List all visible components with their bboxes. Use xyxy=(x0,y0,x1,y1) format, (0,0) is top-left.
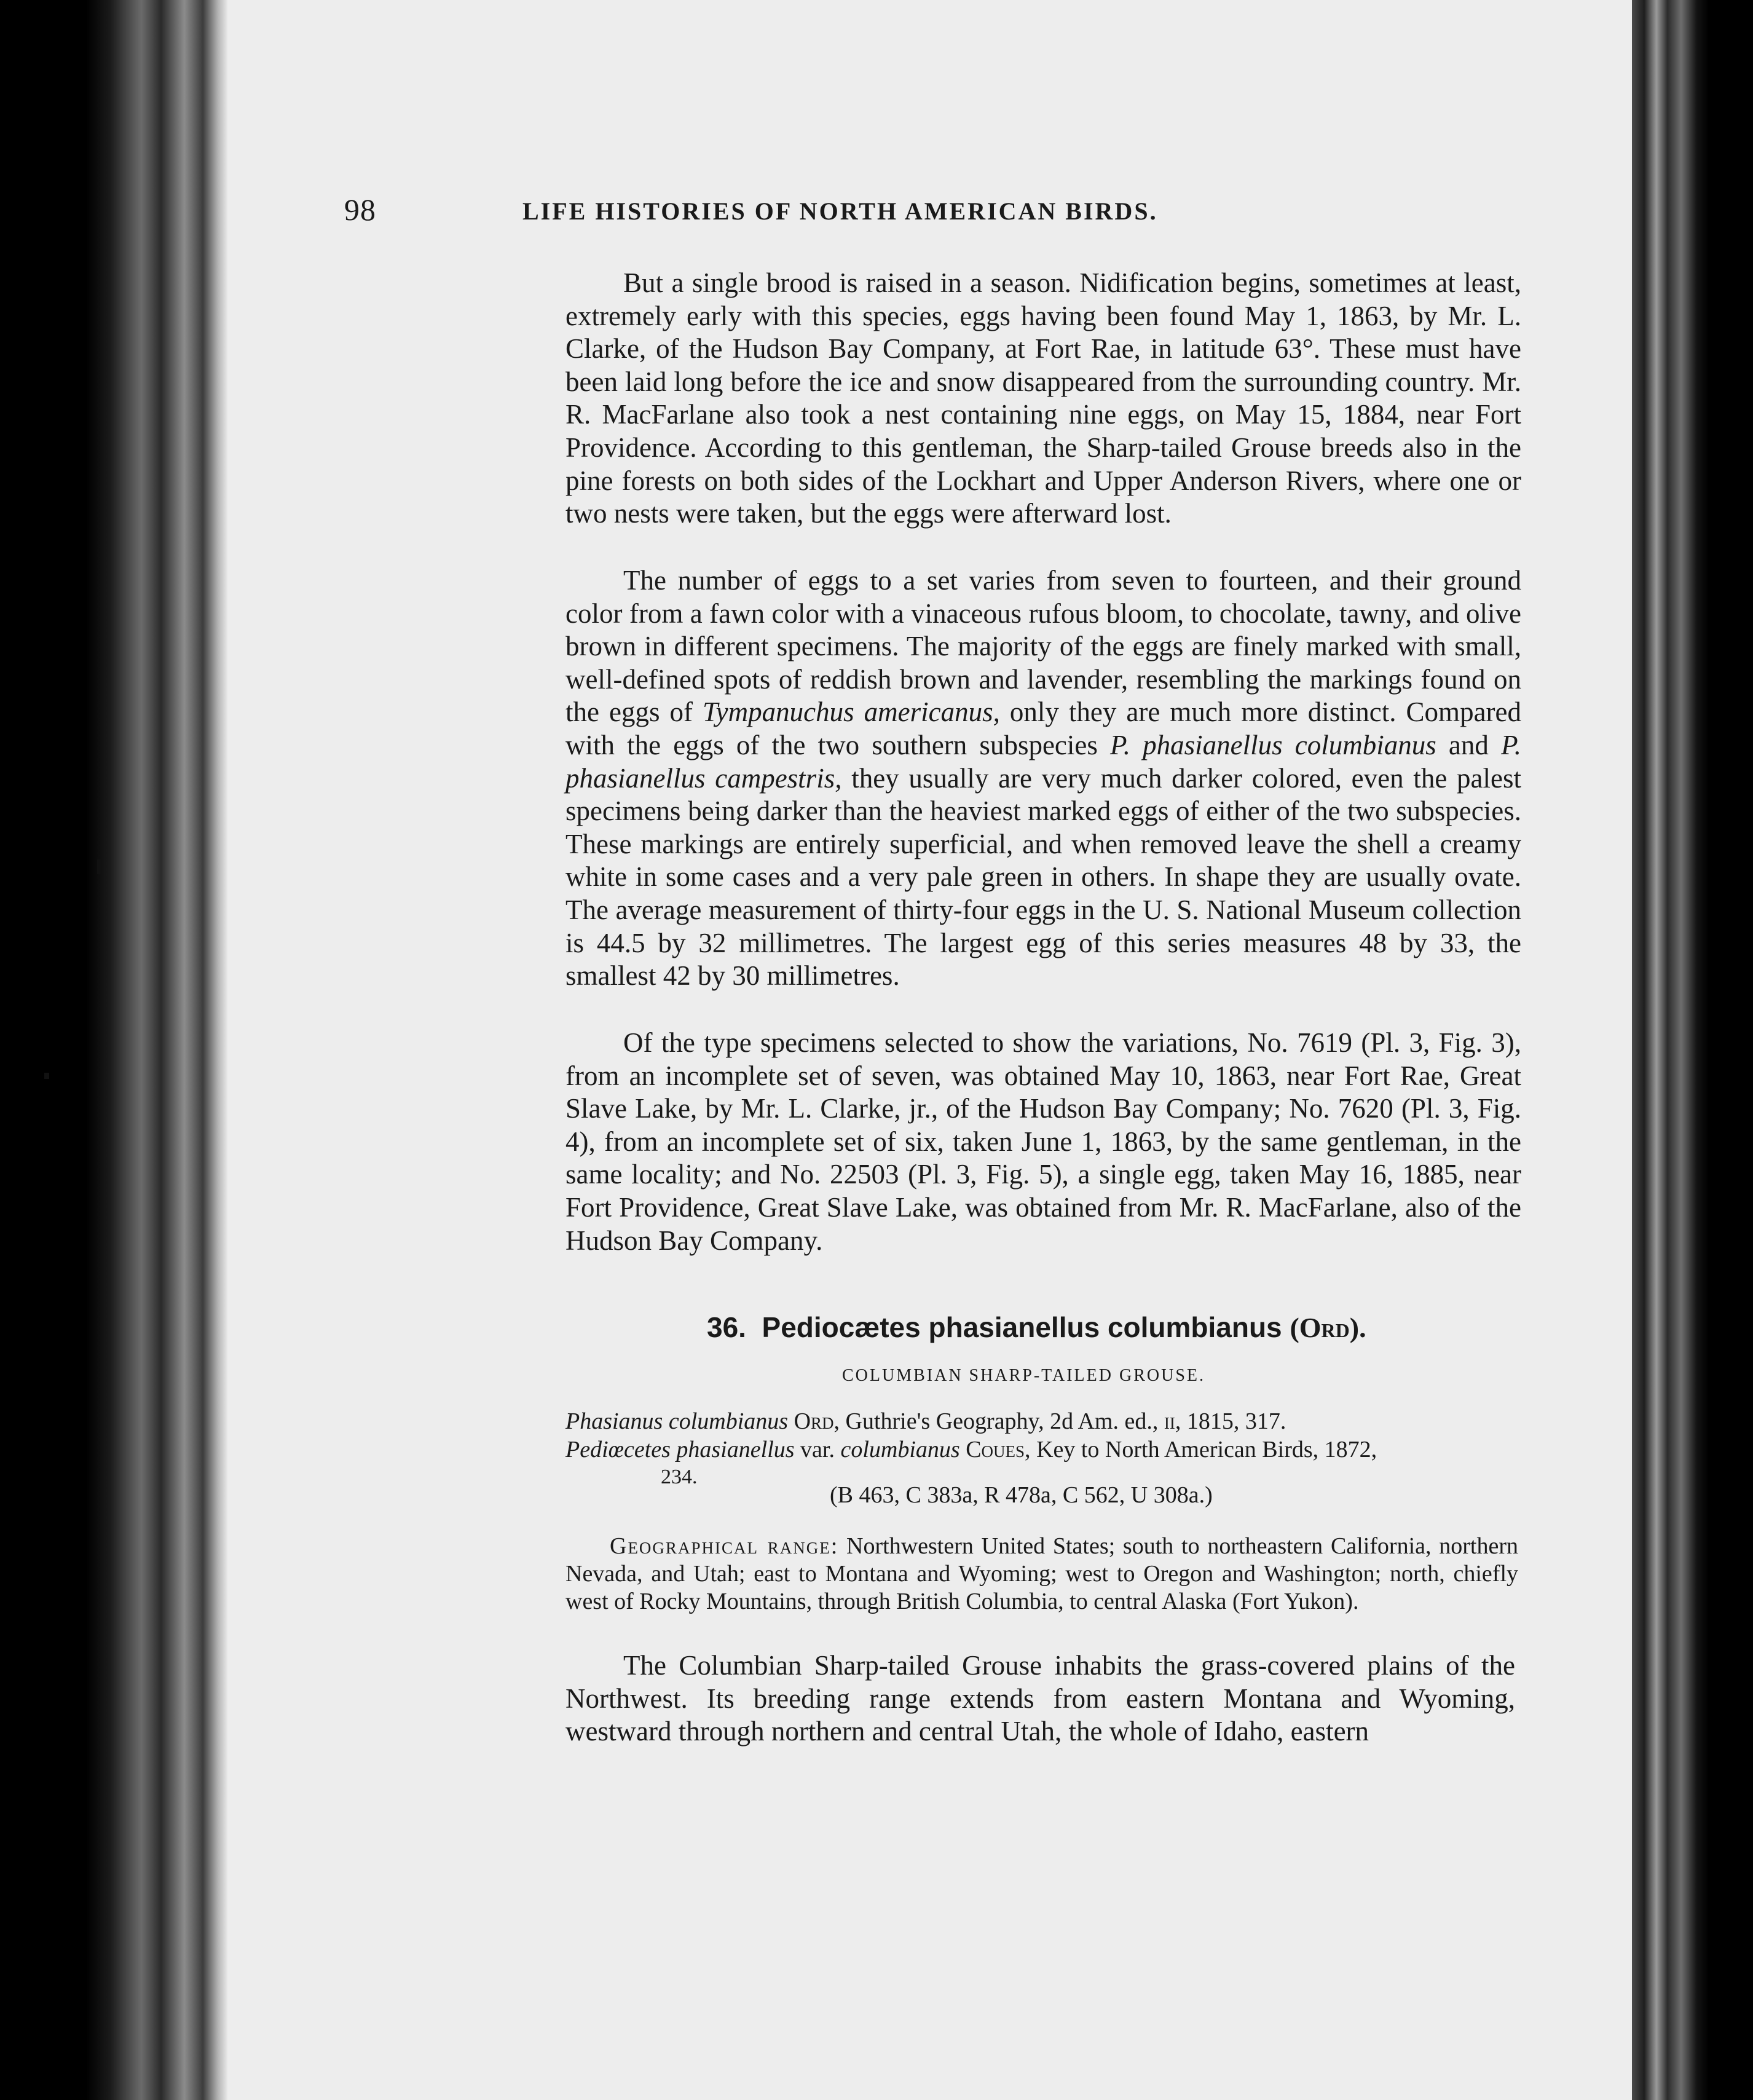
paragraph-egg-description xyxy=(565,564,1521,993)
synonymy-page: 234. xyxy=(661,1466,698,1488)
synonym-name: Phasianus columbianus xyxy=(565,1408,789,1434)
margin-mark xyxy=(97,859,101,874)
species-number: 36. xyxy=(707,1311,746,1343)
geographical-range xyxy=(565,1533,1518,1616)
synonym-volume: ii xyxy=(1164,1408,1175,1434)
text-run: only they are much more distinct. Compared with the eggs of the two southern subspecies xyxy=(565,697,1521,760)
running-head xyxy=(344,192,1512,247)
synonym-name: columbianus xyxy=(840,1437,960,1462)
species-authority: (Ord). xyxy=(1290,1312,1366,1343)
species-heading xyxy=(707,1311,1444,1344)
paragraph-type-specimens: Of the type specimens selected to show the variations, No. 7619 (Pl. 3, Fig. 3), from an incomplete set of seven, was obtained May 10, 1863, near Fort Rae, Great Slave Lake, by Mr. L. Clarke, jr., of the Hudson Bay Company; No. 7620 (Pl. 3, Fig. 4), from an incomplete set of six, taken June 1, 1863, by the same gentleman, in the same locality; and No. 22503 (Pl. 3, Fig. 5), a single egg, taken May 16, 1885, near Fort Providence, Great Slave Lake, was obtained from Mr. R. MacFarlane, also of the Hudson Bay Company. xyxy=(565,1027,1521,1256)
catalogue-codes: (B 463, C 383a, R 478a, C 562, U 308a.) xyxy=(830,1482,1213,1508)
species-name: Pediocætes phasianellus columbianus xyxy=(762,1311,1282,1343)
common-name: COLUMBIAN SHARP-TAILED GROUSE. xyxy=(842,1366,1205,1385)
page-number: 98 xyxy=(344,192,376,227)
synonym-reference: Guthrie's Geography, 2d Am. ed., xyxy=(840,1408,1164,1434)
synonym-authority: Coues, xyxy=(959,1437,1031,1462)
text-run: and xyxy=(1436,729,1502,760)
synonymy-line xyxy=(565,1436,1524,1463)
synonym-name: Pediœcetes phasianellus xyxy=(565,1437,795,1462)
species-name-italic: Tympanuchus americanus, xyxy=(702,697,1000,728)
species-name-italic: P. phasianellus campestris, xyxy=(565,729,1521,794)
margin-mark xyxy=(44,1073,49,1079)
scan-edge-left xyxy=(0,0,227,2100)
running-head-title: LIFE HISTORIES OF NORTH AMERICAN BIRDS. xyxy=(522,197,1158,225)
range-label: Geographical range: xyxy=(610,1533,839,1559)
synonymy-line xyxy=(565,1408,1524,1435)
paragraph-columbian-intro: The Columbian Sharp-tailed Grouse inhabits the grass-covered plains of the Northwest. Its breeding range extends from eastern Montana and Wyoming, westward through northern and central Utah, the whole of Idaho, eastern xyxy=(565,1650,1515,1747)
synonym-reference: Key to North American Birds, 1872, xyxy=(1030,1437,1377,1462)
synonym-reference-tail: , 1815, 317. xyxy=(1175,1408,1286,1434)
scan-edge-right xyxy=(1632,0,1753,2100)
range-text: Northwestern United States; south to northeastern California, northern Nevada, and Utah; east to Montana and Wyoming; west to Oregon and Washington; north, chiefly west of Rocky Mountains, through British Columbia, to central Alaska (Fort Yukon). xyxy=(565,1533,1519,1614)
synonym-authority: Ord, xyxy=(794,1408,840,1434)
species-name-italic: P. phasianellus columbianus xyxy=(1110,729,1436,760)
text-run: they usually are very much darker colored, even the palest specimens being darker than the heaviest marked eggs of either of the two subspecies. These markings are entirely superficial, and when removed leave the shell a creamy white in some cases and a very pale green in others. In shape they are usually ovate. The average measurement of thirty-four eggs in the U. S. National Museum collection is 44.5 by 32 millimetres. The largest egg of this series measures 48 by 33, the smallest 42 by 30 millimetres. xyxy=(565,762,1521,992)
text-run: The number of eggs to a set varies from seven to fourteen, and their ground color from a fawn color with a vinaceous rufous bloom, to chocolate, tawny, and olive brown in different specimens. The majority of the eggs are finely marked with small, well-defined spots of reddish brown and lavender, resembling the markings found on the eggs of xyxy=(565,565,1521,728)
synonym-var: var. xyxy=(794,1437,841,1462)
paragraph-nidification: But a single brood is raised in a season. Nidification begins, sometimes at least, extremely early with this species, eggs having been found May 1, 1863, by Mr. L. Clarke, of the Hudson Bay Company, at Fort Rae, in latitude 63°. These must have been laid long before the ice and snow disappeared from the surrounding country. Mr. R. MacFarlane also took a nest containing nine eggs, on May 15, 1884, near Fort Providence. According to this gentleman, the Sharp-tailed Grouse breeds also in the pine forests on both sides of the Lockhart and Upper Anderson Rivers, where one or two nests were taken, but the eggs were afterward lost. xyxy=(565,267,1521,529)
